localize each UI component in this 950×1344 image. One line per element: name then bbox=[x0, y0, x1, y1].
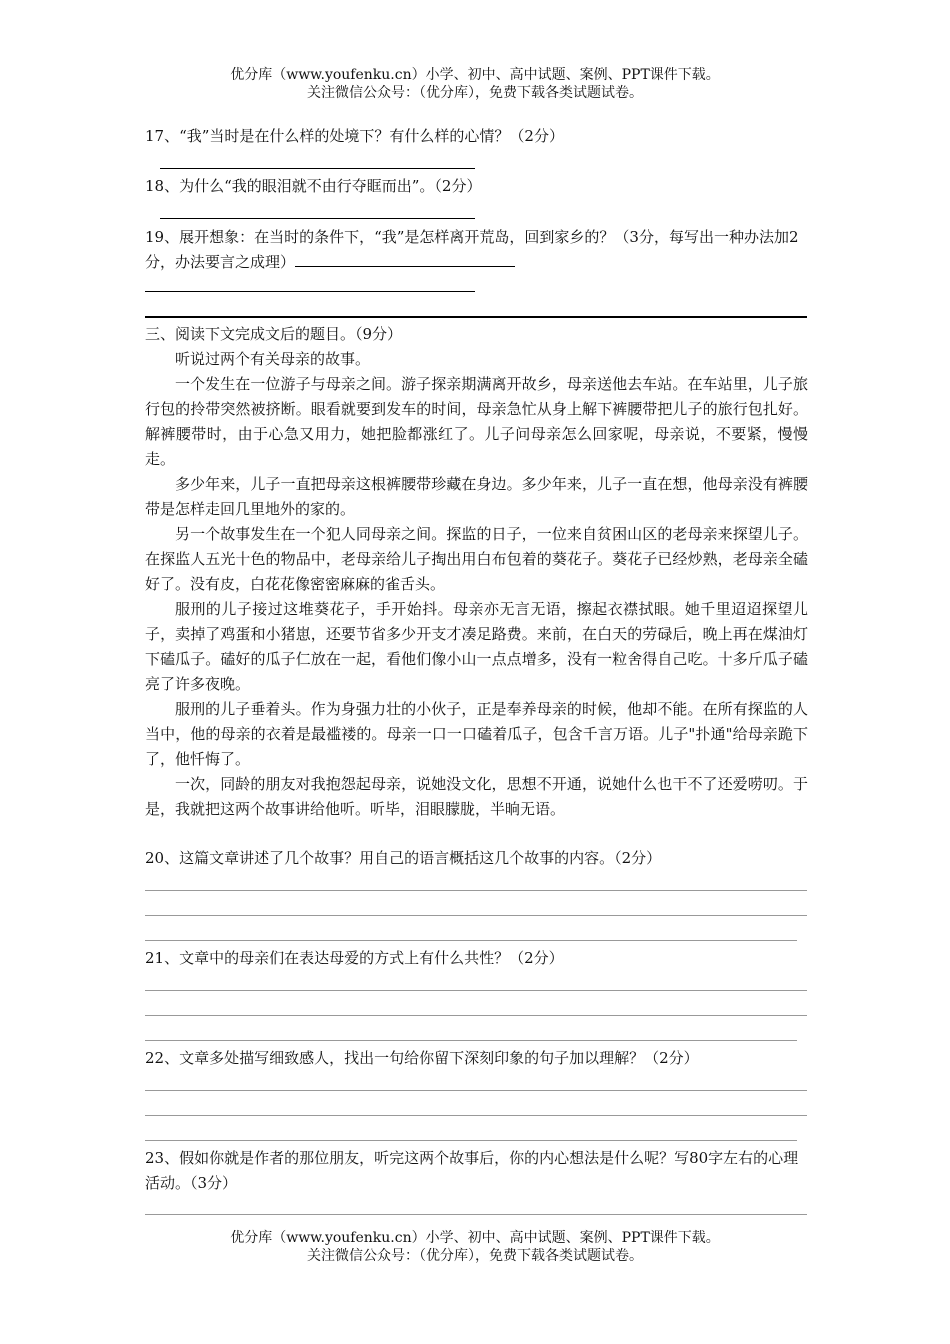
answer-line-20a bbox=[145, 890, 807, 891]
answer-line-22b bbox=[145, 1115, 807, 1116]
passage-paragraph: 服刑的儿子接过这堆葵花子，手开始抖。母亲亦无言无语，擦起衣襟拭眼。她千里迢迢探望儿子，卖掉了鸡蛋和小猪崽，还要节省多少开支才凑足路费。来前，在白天的劳碌后，晚上再在煤油灯下磕瓜子。磕好的瓜子仁放在一起，看他们像小山一点点增多，没有一粒舍得自己吃。十多斤瓜子磕亮了许多夜晚。 bbox=[145, 600, 808, 693]
passage-paragraph: 一个发生在一位游子与母亲之间。游子探亲期满离开故乡，母亲送他去车站。在车站里，儿子旅行包的拎带突然被挤断。眼看就要到发车的时间，母亲急忙从身上解下裤腰带把儿子的旅行包扎好。解裤腰带时，由于心急又用力，她把脸都涨红了。儿子问母亲怎么回家呢，母亲说，不要紧，慢慢走。 bbox=[145, 375, 808, 468]
footer-line-1: 优分库（www.youfenku.cn）小学、初中、高中试题、案例、PPT课件下载。 bbox=[230, 1230, 720, 1246]
question-22: 22、文章多处描写细致感人，找出一句给你留下深刻印象的句子加以理解？（2分） bbox=[145, 1049, 699, 1067]
answer-line-21b bbox=[145, 1015, 807, 1016]
question-17: 17、“我”当时是在什么样的处境下？有什么样的心情？（2分） bbox=[145, 127, 564, 145]
page-footer bbox=[0, 1229, 950, 1265]
section-3-title: 三、阅读下文完成文后的题目。（9分） bbox=[145, 325, 403, 343]
header-line-2: 关注微信公众号：（优分库），免费下载各类试题试卷。 bbox=[307, 85, 643, 101]
passage-paragraph: 服刑的儿子垂着头。作为身强力壮的小伙子，正是奉养母亲的时候，他却不能。在所有探监的人当中，他的母亲的衣着是最褴褛的。母亲一口一口磕着瓜子，包含千言万语。儿子"扑通"给母亲跪下了，他忏悔了。 bbox=[145, 700, 808, 768]
answer-line-19 bbox=[145, 291, 475, 292]
answer-line-23 bbox=[145, 1214, 807, 1215]
question-23: 23、假如你就是作者的那位朋友，听完这两个故事后，你的内心想法是什么呢？写80字左右的心理活动。（3分） bbox=[145, 1149, 799, 1192]
answer-line-20c bbox=[145, 940, 797, 941]
question-18: 18、为什么“我的眼泪就不由行夺眶而出”。（2分） bbox=[145, 177, 482, 195]
answer-line-21a bbox=[145, 990, 807, 991]
passage-paragraph: 一次，同龄的朋友对我抱怨起母亲，说她没文化，思想不开通，说她什么也干不了还爱唠叨。于是，我就把这两个故事讲给他听。听毕，泪眼朦胧，半晌无语。 bbox=[145, 775, 808, 818]
question-19-text: 19、展开想象：在当时的条件下，“我”是怎样离开荒岛，回到家乡的？（3分，每写出一种办法加2分，办法要言之成理） bbox=[145, 228, 799, 271]
answer-line-22c bbox=[145, 1140, 797, 1141]
answer-line-22a bbox=[145, 1090, 807, 1091]
answer-line-18 bbox=[160, 218, 475, 219]
question-20: 20、这篇文章讲述了几个故事？用自己的语言概括这几个故事的内容。（2分） bbox=[145, 849, 662, 867]
question-21: 21、文章中的母亲们在表达母爱的方式上有什么共性？（2分） bbox=[145, 949, 564, 967]
passage-paragraph: 多少年来，儿子一直把母亲这根裤腰带珍藏在身边。多少年来，儿子一直在想，他母亲没有裤腰带是怎样走回几里地外的家的。 bbox=[145, 475, 808, 518]
header-line-1: 优分库（www.youfenku.cn）小学、初中、高中试题、案例、PPT课件下载。 bbox=[230, 67, 720, 83]
answer-line-20b bbox=[145, 915, 807, 916]
passage-paragraph: 听说过两个有关母亲的故事。 bbox=[175, 350, 371, 368]
answer-blank-19 bbox=[295, 250, 515, 267]
answer-line-17 bbox=[160, 168, 475, 169]
footer-line-2: 关注微信公众号：（优分库），免费下载各类试题试卷。 bbox=[307, 1248, 643, 1264]
page-header bbox=[0, 66, 950, 102]
question-19 bbox=[145, 225, 810, 275]
passage-paragraph: 另一个故事发生在一个犯人同母亲之间。探监的日子，一位来自贫困山区的老母亲来探望儿子。在探监人五光十色的物品中，老母亲给儿子掏出用白布包着的葵花子。葵花子已经炒熟，老母亲全磕好了。没有皮，白花花像密密麻麻的雀舌头。 bbox=[145, 525, 808, 593]
reading-passage bbox=[145, 347, 808, 822]
section-divider bbox=[145, 316, 807, 318]
answer-line-21c bbox=[145, 1040, 797, 1041]
